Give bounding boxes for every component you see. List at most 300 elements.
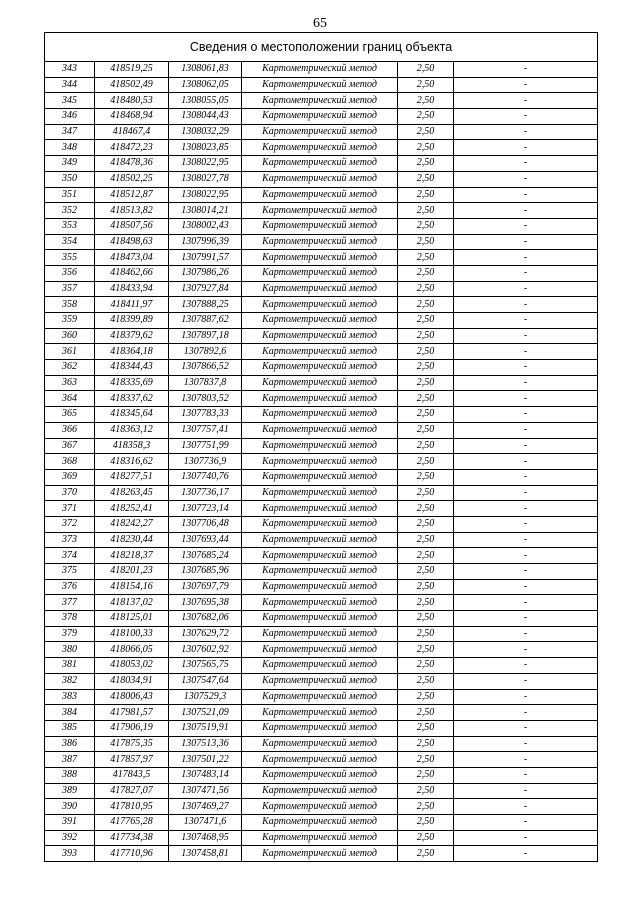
method-cell: Картометрический метод bbox=[242, 171, 398, 187]
x-coordinate-cell: 418472,23 bbox=[95, 140, 169, 156]
point-number-cell: 353 bbox=[45, 218, 95, 234]
method-cell: Картометрический метод bbox=[242, 767, 398, 783]
point-number-cell: 368 bbox=[45, 454, 95, 470]
method-cell: Картометрический метод bbox=[242, 281, 398, 297]
x-coordinate-cell: 418512,87 bbox=[95, 187, 169, 203]
point-number-cell: 360 bbox=[45, 328, 95, 344]
point-number-cell: 358 bbox=[45, 297, 95, 313]
y-coordinate-cell: 1307887,62 bbox=[169, 313, 242, 329]
method-cell: Картометрический метод bbox=[242, 234, 398, 250]
accuracy-cell: 2,50 bbox=[398, 501, 454, 517]
x-coordinate-cell: 417765,28 bbox=[95, 815, 169, 831]
accuracy-cell: 2,50 bbox=[398, 203, 454, 219]
y-coordinate-cell: 1307469,27 bbox=[169, 799, 242, 815]
method-cell: Картометрический метод bbox=[242, 799, 398, 815]
point-number-cell: 351 bbox=[45, 187, 95, 203]
table-row bbox=[45, 344, 598, 360]
method-cell: Картометрический метод bbox=[242, 375, 398, 391]
y-coordinate-cell: 1307751,99 bbox=[169, 438, 242, 454]
description-cell: - bbox=[454, 391, 598, 407]
y-coordinate-cell: 1307888,25 bbox=[169, 297, 242, 313]
x-coordinate-cell: 418006,43 bbox=[95, 689, 169, 705]
accuracy-cell: 2,50 bbox=[398, 140, 454, 156]
table-row bbox=[45, 360, 598, 376]
point-number-cell: 365 bbox=[45, 407, 95, 423]
accuracy-cell: 2,50 bbox=[398, 124, 454, 140]
table-row bbox=[45, 140, 598, 156]
point-number-cell: 366 bbox=[45, 422, 95, 438]
table-row bbox=[45, 407, 598, 423]
point-number-cell: 393 bbox=[45, 846, 95, 862]
y-coordinate-cell: 1307783,33 bbox=[169, 407, 242, 423]
point-number-cell: 350 bbox=[45, 171, 95, 187]
method-cell: Картометрический метод bbox=[242, 658, 398, 674]
accuracy-cell: 2,50 bbox=[398, 564, 454, 580]
description-cell: - bbox=[454, 642, 598, 658]
method-cell: Картометрический метод bbox=[242, 297, 398, 313]
point-number-cell: 354 bbox=[45, 234, 95, 250]
x-coordinate-cell: 418519,25 bbox=[95, 62, 169, 78]
y-coordinate-cell: 1307685,96 bbox=[169, 564, 242, 580]
table-row bbox=[45, 485, 598, 501]
accuracy-cell: 2,50 bbox=[398, 391, 454, 407]
y-coordinate-cell: 1307927,84 bbox=[169, 281, 242, 297]
table-row bbox=[45, 705, 598, 721]
x-coordinate-cell: 418468,94 bbox=[95, 109, 169, 125]
x-coordinate-cell: 417810,95 bbox=[95, 799, 169, 815]
x-coordinate-cell: 418498,63 bbox=[95, 234, 169, 250]
point-number-cell: 346 bbox=[45, 109, 95, 125]
accuracy-cell: 2,50 bbox=[398, 171, 454, 187]
x-coordinate-cell: 417843,5 bbox=[95, 767, 169, 783]
description-cell: - bbox=[454, 501, 598, 517]
point-number-cell: 391 bbox=[45, 815, 95, 831]
table-row bbox=[45, 422, 598, 438]
point-number-cell: 379 bbox=[45, 626, 95, 642]
method-cell: Картометрический метод bbox=[242, 469, 398, 485]
point-number-cell: 382 bbox=[45, 673, 95, 689]
table-row bbox=[45, 109, 598, 125]
y-coordinate-cell: 1307471,56 bbox=[169, 783, 242, 799]
point-number-cell: 352 bbox=[45, 203, 95, 219]
accuracy-cell: 2,50 bbox=[398, 705, 454, 721]
x-coordinate-cell: 418100,33 bbox=[95, 626, 169, 642]
point-number-cell: 387 bbox=[45, 752, 95, 768]
description-cell: - bbox=[454, 689, 598, 705]
description-cell: - bbox=[454, 77, 598, 93]
point-number-cell: 362 bbox=[45, 360, 95, 376]
y-coordinate-cell: 1307602,92 bbox=[169, 642, 242, 658]
description-cell: - bbox=[454, 830, 598, 846]
accuracy-cell: 2,50 bbox=[398, 736, 454, 752]
y-coordinate-cell: 1308061,83 bbox=[169, 62, 242, 78]
x-coordinate-cell: 418125,01 bbox=[95, 611, 169, 627]
method-cell: Картометрический метод bbox=[242, 187, 398, 203]
table-row bbox=[45, 313, 598, 329]
method-cell: Картометрический метод bbox=[242, 344, 398, 360]
accuracy-cell: 2,50 bbox=[398, 250, 454, 266]
accuracy-cell: 2,50 bbox=[398, 799, 454, 815]
point-number-cell: 386 bbox=[45, 736, 95, 752]
accuracy-cell: 2,50 bbox=[398, 109, 454, 125]
accuracy-cell: 2,50 bbox=[398, 595, 454, 611]
y-coordinate-cell: 1307996,39 bbox=[169, 234, 242, 250]
y-coordinate-cell: 1307483,14 bbox=[169, 767, 242, 783]
description-cell: - bbox=[454, 156, 598, 172]
accuracy-cell: 2,50 bbox=[398, 658, 454, 674]
description-cell: - bbox=[454, 673, 598, 689]
table-row bbox=[45, 281, 598, 297]
x-coordinate-cell: 418201,23 bbox=[95, 564, 169, 580]
description-cell: - bbox=[454, 705, 598, 721]
point-number-cell: 383 bbox=[45, 689, 95, 705]
method-cell: Картометрический метод bbox=[242, 579, 398, 595]
y-coordinate-cell: 1307866,52 bbox=[169, 360, 242, 376]
point-number-cell: 348 bbox=[45, 140, 95, 156]
accuracy-cell: 2,50 bbox=[398, 218, 454, 234]
y-coordinate-cell: 1307501,22 bbox=[169, 752, 242, 768]
method-cell: Картометрический метод bbox=[242, 140, 398, 156]
y-coordinate-cell: 1308023,85 bbox=[169, 140, 242, 156]
y-coordinate-cell: 1307565,75 bbox=[169, 658, 242, 674]
method-cell: Картометрический метод bbox=[242, 109, 398, 125]
y-coordinate-cell: 1307803,52 bbox=[169, 391, 242, 407]
x-coordinate-cell: 418034,91 bbox=[95, 673, 169, 689]
point-number-cell: 344 bbox=[45, 77, 95, 93]
x-coordinate-cell: 418462,66 bbox=[95, 265, 169, 281]
accuracy-cell: 2,50 bbox=[398, 767, 454, 783]
description-cell: - bbox=[454, 469, 598, 485]
table-row bbox=[45, 328, 598, 344]
table-row bbox=[45, 454, 598, 470]
description-cell: - bbox=[454, 454, 598, 470]
method-cell: Картометрический метод bbox=[242, 846, 398, 862]
description-cell: - bbox=[454, 360, 598, 376]
description-cell: - bbox=[454, 595, 598, 611]
description-cell: - bbox=[454, 171, 598, 187]
accuracy-cell: 2,50 bbox=[398, 815, 454, 831]
accuracy-cell: 2,50 bbox=[398, 485, 454, 501]
accuracy-cell: 2,50 bbox=[398, 187, 454, 203]
y-coordinate-cell: 1307736,9 bbox=[169, 454, 242, 470]
point-number-cell: 375 bbox=[45, 564, 95, 580]
y-coordinate-cell: 1307529,3 bbox=[169, 689, 242, 705]
point-number-cell: 363 bbox=[45, 375, 95, 391]
description-cell: - bbox=[454, 344, 598, 360]
x-coordinate-cell: 418230,44 bbox=[95, 532, 169, 548]
accuracy-cell: 2,50 bbox=[398, 422, 454, 438]
y-coordinate-cell: 1307706,48 bbox=[169, 516, 242, 532]
method-cell: Картометрический метод bbox=[242, 548, 398, 564]
point-number-cell: 356 bbox=[45, 265, 95, 281]
table-row bbox=[45, 611, 598, 627]
accuracy-cell: 2,50 bbox=[398, 313, 454, 329]
y-coordinate-cell: 1307736,17 bbox=[169, 485, 242, 501]
point-number-cell: 370 bbox=[45, 485, 95, 501]
method-cell: Картометрический метод bbox=[242, 93, 398, 109]
method-cell: Картометрический метод bbox=[242, 501, 398, 517]
table-row bbox=[45, 62, 598, 78]
point-number-cell: 381 bbox=[45, 658, 95, 674]
description-cell: - bbox=[454, 799, 598, 815]
table-row bbox=[45, 673, 598, 689]
accuracy-cell: 2,50 bbox=[398, 516, 454, 532]
x-coordinate-cell: 418053,02 bbox=[95, 658, 169, 674]
table-row bbox=[45, 77, 598, 93]
description-cell: - bbox=[454, 297, 598, 313]
description-cell: - bbox=[454, 438, 598, 454]
table-row bbox=[45, 469, 598, 485]
table-row bbox=[45, 501, 598, 517]
y-coordinate-cell: 1307458,81 bbox=[169, 846, 242, 862]
x-coordinate-cell: 418335,69 bbox=[95, 375, 169, 391]
x-coordinate-cell: 417857,97 bbox=[95, 752, 169, 768]
x-coordinate-cell: 418473,04 bbox=[95, 250, 169, 266]
x-coordinate-cell: 418218,37 bbox=[95, 548, 169, 564]
accuracy-cell: 2,50 bbox=[398, 469, 454, 485]
accuracy-cell: 2,50 bbox=[398, 234, 454, 250]
method-cell: Картометрический метод bbox=[242, 626, 398, 642]
y-coordinate-cell: 1307513,36 bbox=[169, 736, 242, 752]
x-coordinate-cell: 418137,02 bbox=[95, 595, 169, 611]
y-coordinate-cell: 1308022,95 bbox=[169, 156, 242, 172]
description-cell: - bbox=[454, 124, 598, 140]
accuracy-cell: 2,50 bbox=[398, 265, 454, 281]
y-coordinate-cell: 1307986,26 bbox=[169, 265, 242, 281]
y-coordinate-cell: 1307682,06 bbox=[169, 611, 242, 627]
description-cell: - bbox=[454, 109, 598, 125]
method-cell: Картометрический метод bbox=[242, 313, 398, 329]
accuracy-cell: 2,50 bbox=[398, 532, 454, 548]
x-coordinate-cell: 418478,36 bbox=[95, 156, 169, 172]
method-cell: Картометрический метод bbox=[242, 62, 398, 78]
table-row bbox=[45, 391, 598, 407]
y-coordinate-cell: 1308044,43 bbox=[169, 109, 242, 125]
point-number-cell: 378 bbox=[45, 611, 95, 627]
description-cell: - bbox=[454, 281, 598, 297]
table-row bbox=[45, 171, 598, 187]
description-cell: - bbox=[454, 422, 598, 438]
x-coordinate-cell: 417827,07 bbox=[95, 783, 169, 799]
method-cell: Картометрический метод bbox=[242, 454, 398, 470]
x-coordinate-cell: 418502,49 bbox=[95, 77, 169, 93]
point-number-cell: 357 bbox=[45, 281, 95, 297]
method-cell: Картометрический метод bbox=[242, 611, 398, 627]
y-coordinate-cell: 1307723,14 bbox=[169, 501, 242, 517]
point-number-cell: 390 bbox=[45, 799, 95, 815]
x-coordinate-cell: 418277,51 bbox=[95, 469, 169, 485]
x-coordinate-cell: 417906,19 bbox=[95, 720, 169, 736]
table-row bbox=[45, 815, 598, 831]
accuracy-cell: 2,50 bbox=[398, 438, 454, 454]
table-row bbox=[45, 297, 598, 313]
point-number-cell: 380 bbox=[45, 642, 95, 658]
point-number-cell: 377 bbox=[45, 595, 95, 611]
table-row bbox=[45, 752, 598, 768]
method-cell: Картометрический метод bbox=[242, 265, 398, 281]
description-cell: - bbox=[454, 752, 598, 768]
boundary-coordinates-table bbox=[44, 32, 598, 862]
accuracy-cell: 2,50 bbox=[398, 783, 454, 799]
x-coordinate-cell: 417734,38 bbox=[95, 830, 169, 846]
description-cell: - bbox=[454, 736, 598, 752]
method-cell: Картометрический метод bbox=[242, 422, 398, 438]
table-row bbox=[45, 767, 598, 783]
table-title: Сведения о местоположении границ объекта bbox=[45, 33, 598, 62]
table-row bbox=[45, 736, 598, 752]
table-row bbox=[45, 250, 598, 266]
x-coordinate-cell: 418242,27 bbox=[95, 516, 169, 532]
method-cell: Картометрический метод bbox=[242, 516, 398, 532]
method-cell: Картометрический метод bbox=[242, 830, 398, 846]
page-number: 65 bbox=[313, 16, 327, 31]
x-coordinate-cell: 418379,62 bbox=[95, 328, 169, 344]
table-row bbox=[45, 375, 598, 391]
method-cell: Картометрический метод bbox=[242, 689, 398, 705]
x-coordinate-cell: 418480,53 bbox=[95, 93, 169, 109]
method-cell: Картометрический метод bbox=[242, 438, 398, 454]
point-number-cell: 359 bbox=[45, 313, 95, 329]
description-cell: - bbox=[454, 93, 598, 109]
description-cell: - bbox=[454, 516, 598, 532]
method-cell: Картометрический метод bbox=[242, 736, 398, 752]
point-number-cell: 343 bbox=[45, 62, 95, 78]
description-cell: - bbox=[454, 485, 598, 501]
accuracy-cell: 2,50 bbox=[398, 752, 454, 768]
table-row bbox=[45, 548, 598, 564]
x-coordinate-cell: 418154,16 bbox=[95, 579, 169, 595]
table-row bbox=[45, 595, 598, 611]
table-row bbox=[45, 187, 598, 203]
method-cell: Картометрический метод bbox=[242, 673, 398, 689]
y-coordinate-cell: 1307897,18 bbox=[169, 328, 242, 344]
point-number-cell: 345 bbox=[45, 93, 95, 109]
accuracy-cell: 2,50 bbox=[398, 77, 454, 93]
accuracy-cell: 2,50 bbox=[398, 407, 454, 423]
description-cell: - bbox=[454, 140, 598, 156]
point-number-cell: 371 bbox=[45, 501, 95, 517]
x-coordinate-cell: 418252,41 bbox=[95, 501, 169, 517]
table-row bbox=[45, 218, 598, 234]
point-number-cell: 355 bbox=[45, 250, 95, 266]
description-cell: - bbox=[454, 328, 598, 344]
method-cell: Картометрический метод bbox=[242, 752, 398, 768]
accuracy-cell: 2,50 bbox=[398, 689, 454, 705]
y-coordinate-cell: 1307991,57 bbox=[169, 250, 242, 266]
x-coordinate-cell: 418433,94 bbox=[95, 281, 169, 297]
method-cell: Картометрический метод bbox=[242, 391, 398, 407]
description-cell: - bbox=[454, 548, 598, 564]
x-coordinate-cell: 418358,3 bbox=[95, 438, 169, 454]
y-coordinate-cell: 1307521,09 bbox=[169, 705, 242, 721]
x-coordinate-cell: 418502,25 bbox=[95, 171, 169, 187]
accuracy-cell: 2,50 bbox=[398, 579, 454, 595]
method-cell: Картометрический метод bbox=[242, 218, 398, 234]
accuracy-cell: 2,50 bbox=[398, 642, 454, 658]
method-cell: Картометрический метод bbox=[242, 532, 398, 548]
y-coordinate-cell: 1307837,8 bbox=[169, 375, 242, 391]
method-cell: Картометрический метод bbox=[242, 595, 398, 611]
accuracy-cell: 2,50 bbox=[398, 93, 454, 109]
y-coordinate-cell: 1307685,24 bbox=[169, 548, 242, 564]
table-row bbox=[45, 642, 598, 658]
table-row bbox=[45, 799, 598, 815]
table-row bbox=[45, 830, 598, 846]
table-row bbox=[45, 626, 598, 642]
accuracy-cell: 2,50 bbox=[398, 375, 454, 391]
description-cell: - bbox=[454, 313, 598, 329]
x-coordinate-cell: 417710,96 bbox=[95, 846, 169, 862]
point-number-cell: 369 bbox=[45, 469, 95, 485]
y-coordinate-cell: 1308062,05 bbox=[169, 77, 242, 93]
x-coordinate-cell: 418399,89 bbox=[95, 313, 169, 329]
method-cell: Картометрический метод bbox=[242, 250, 398, 266]
description-cell: - bbox=[454, 579, 598, 595]
y-coordinate-cell: 1308022,95 bbox=[169, 187, 242, 203]
method-cell: Картометрический метод bbox=[242, 705, 398, 721]
table-row bbox=[45, 203, 598, 219]
y-coordinate-cell: 1307695,38 bbox=[169, 595, 242, 611]
x-coordinate-cell: 418344,43 bbox=[95, 360, 169, 376]
y-coordinate-cell: 1308027,78 bbox=[169, 171, 242, 187]
x-coordinate-cell: 418263,45 bbox=[95, 485, 169, 501]
table-row bbox=[45, 579, 598, 595]
x-coordinate-cell: 418337,62 bbox=[95, 391, 169, 407]
x-coordinate-cell: 418364,18 bbox=[95, 344, 169, 360]
table-row bbox=[45, 93, 598, 109]
point-number-cell: 364 bbox=[45, 391, 95, 407]
method-cell: Картометрический метод bbox=[242, 203, 398, 219]
point-number-cell: 349 bbox=[45, 156, 95, 172]
y-coordinate-cell: 1307547,64 bbox=[169, 673, 242, 689]
method-cell: Картометрический метод bbox=[242, 720, 398, 736]
description-cell: - bbox=[454, 218, 598, 234]
table-row bbox=[45, 124, 598, 140]
point-number-cell: 373 bbox=[45, 532, 95, 548]
y-coordinate-cell: 1308055,05 bbox=[169, 93, 242, 109]
accuracy-cell: 2,50 bbox=[398, 281, 454, 297]
y-coordinate-cell: 1308032,29 bbox=[169, 124, 242, 140]
point-number-cell: 389 bbox=[45, 783, 95, 799]
table-body bbox=[45, 62, 598, 862]
description-cell: - bbox=[454, 250, 598, 266]
accuracy-cell: 2,50 bbox=[398, 548, 454, 564]
description-cell: - bbox=[454, 783, 598, 799]
accuracy-cell: 2,50 bbox=[398, 156, 454, 172]
accuracy-cell: 2,50 bbox=[398, 626, 454, 642]
point-number-cell: 392 bbox=[45, 830, 95, 846]
method-cell: Картометрический метод bbox=[242, 564, 398, 580]
table-row bbox=[45, 265, 598, 281]
table-row bbox=[45, 720, 598, 736]
accuracy-cell: 2,50 bbox=[398, 720, 454, 736]
point-number-cell: 376 bbox=[45, 579, 95, 595]
x-coordinate-cell: 418513,82 bbox=[95, 203, 169, 219]
description-cell: - bbox=[454, 720, 598, 736]
x-coordinate-cell: 418345,64 bbox=[95, 407, 169, 423]
y-coordinate-cell: 1308014,21 bbox=[169, 203, 242, 219]
method-cell: Картометрический метод bbox=[242, 815, 398, 831]
y-coordinate-cell: 1307629,72 bbox=[169, 626, 242, 642]
table-row bbox=[45, 783, 598, 799]
accuracy-cell: 2,50 bbox=[398, 328, 454, 344]
method-cell: Картометрический метод bbox=[242, 77, 398, 93]
x-coordinate-cell: 417981,57 bbox=[95, 705, 169, 721]
table-row bbox=[45, 846, 598, 862]
description-cell: - bbox=[454, 62, 598, 78]
x-coordinate-cell: 418066,05 bbox=[95, 642, 169, 658]
accuracy-cell: 2,50 bbox=[398, 62, 454, 78]
